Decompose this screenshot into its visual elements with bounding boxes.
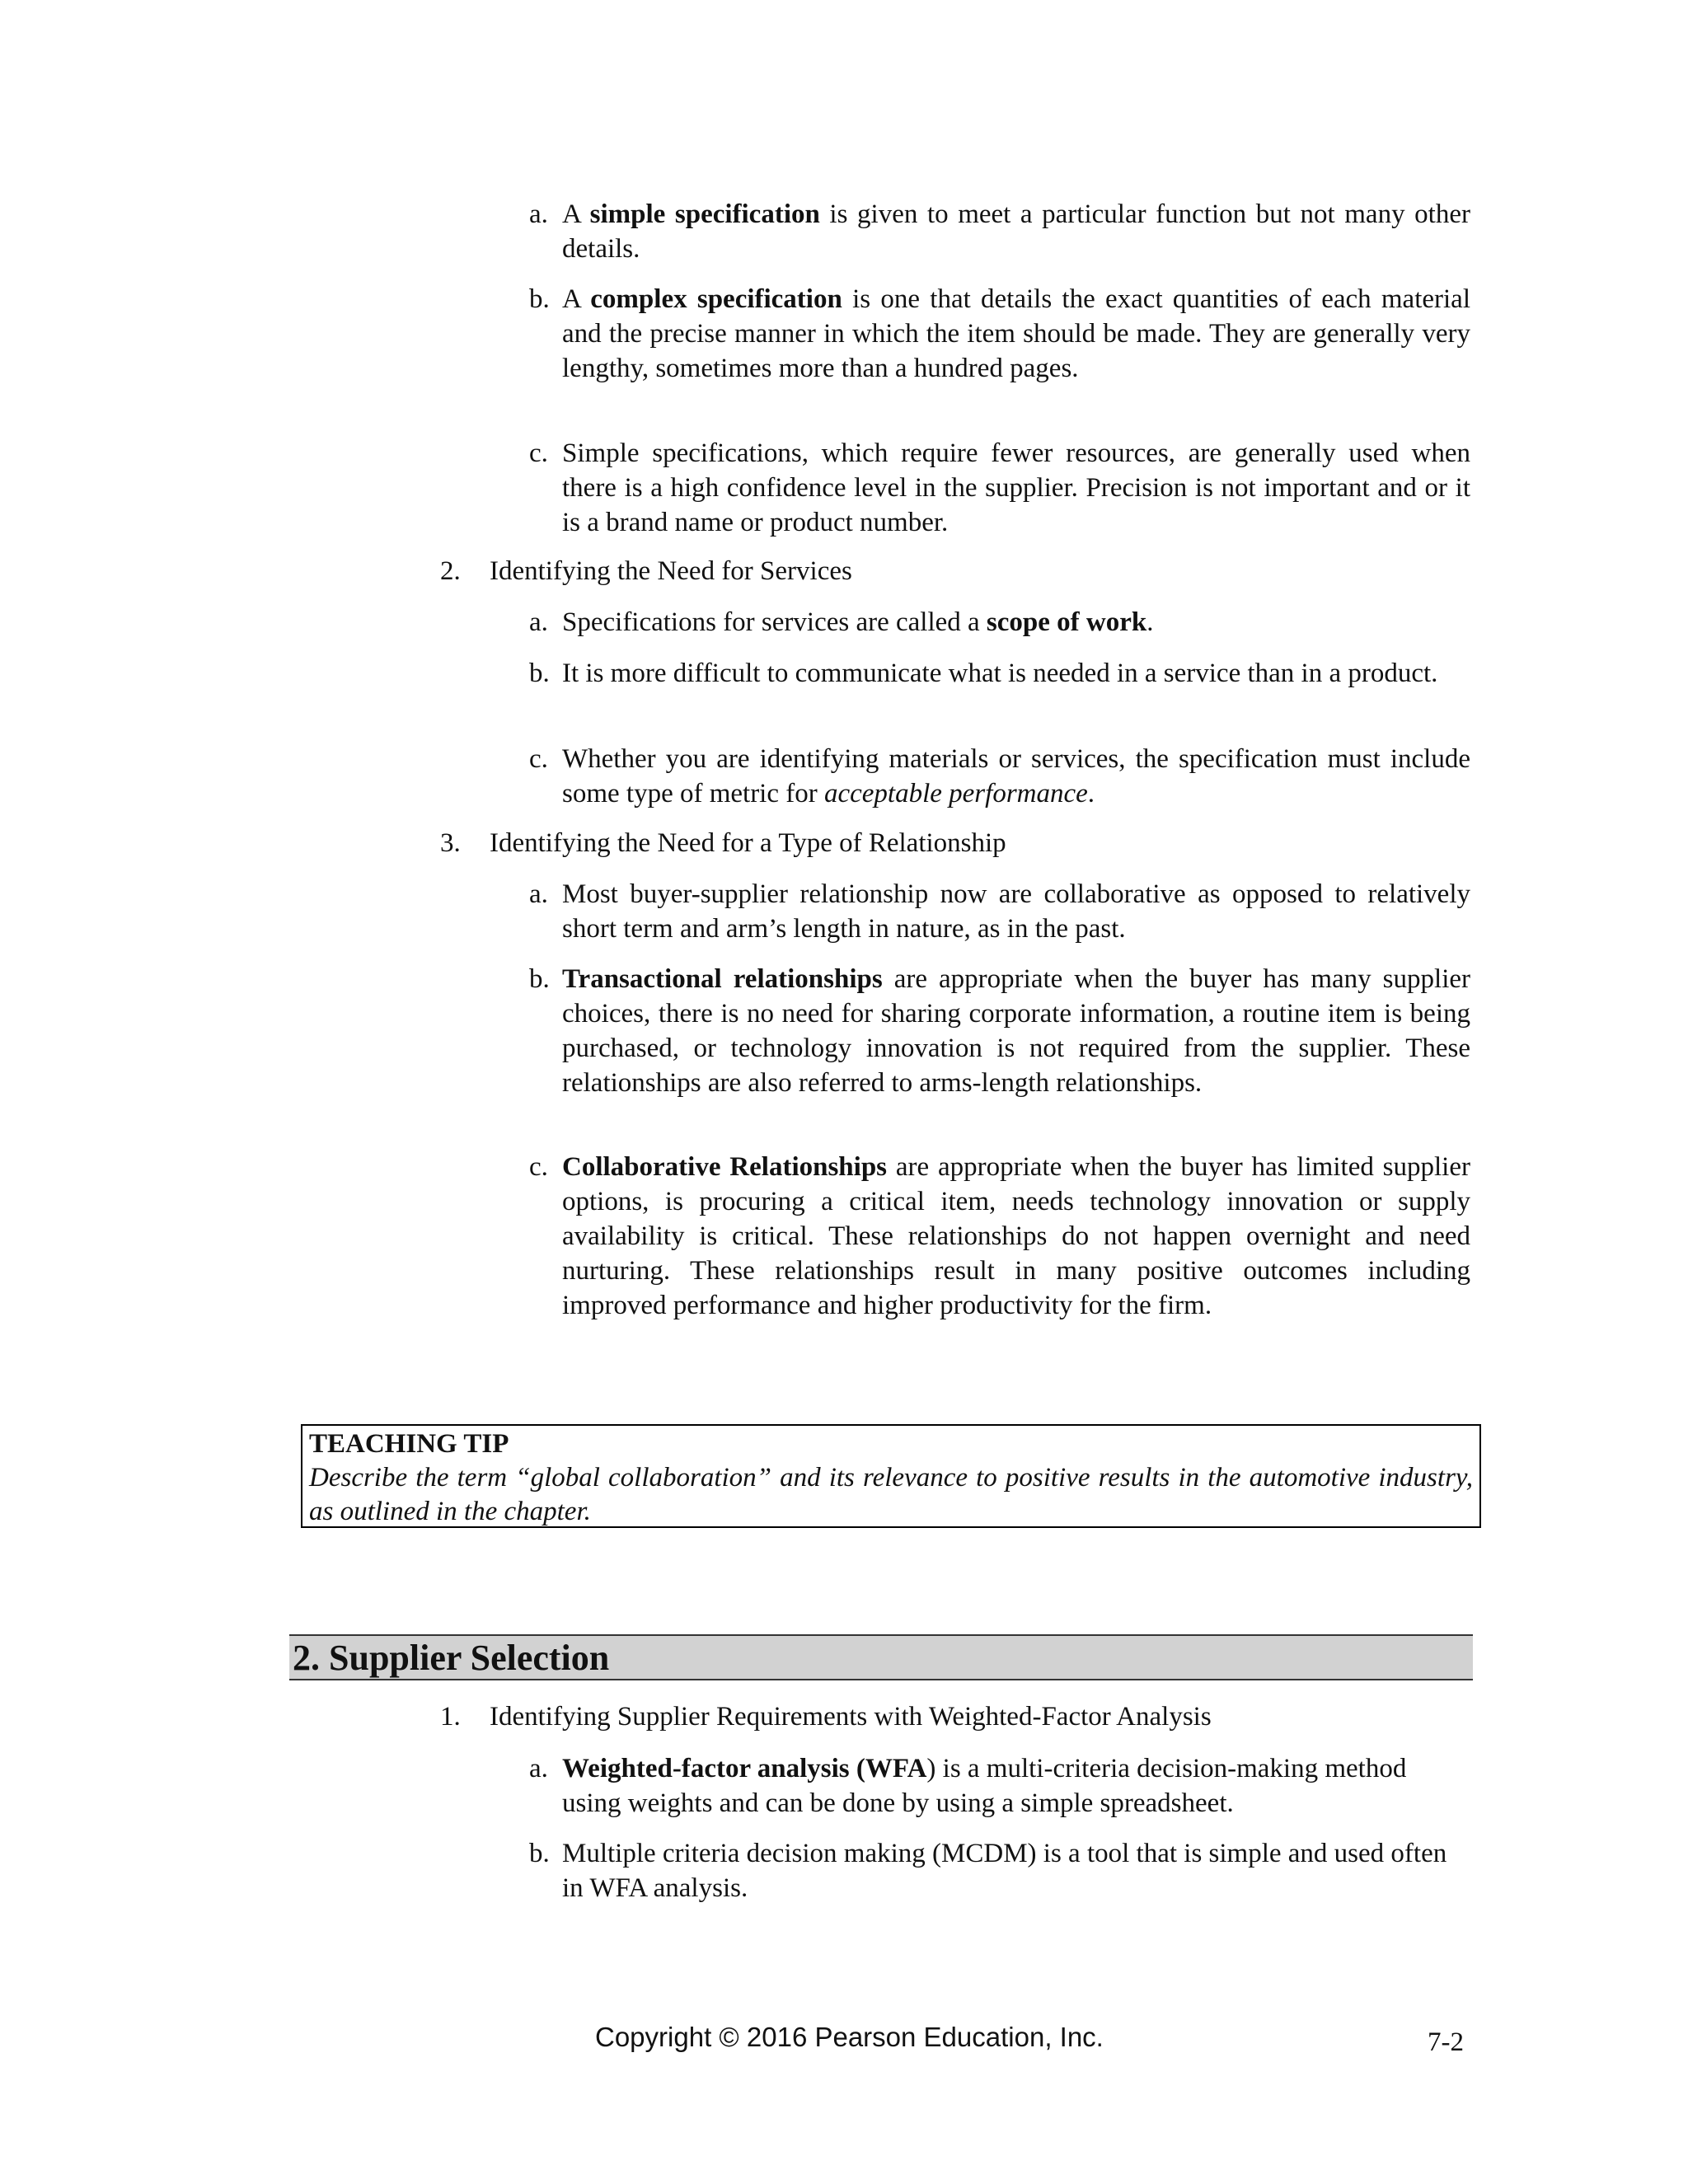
item-label: c.: [529, 744, 548, 774]
item-text: Weighted-factor analysis (WFA) is a multi-criteria decision-making method using weights and can be done by using a simple spreadsheet.: [562, 1754, 1407, 1818]
supplier-req-title: Identifying Supplier Requirements with Weighted-Factor Analysis: [490, 1702, 1212, 1732]
item-text: Transactional relationships are appropriate when the buyer has many supplier choices, there is no need for sharing corporate information, a routine item is being purchased, or technology innovation is not required from the supplier. These relationships are also referred to arms-length relationships.: [562, 964, 1471, 1098]
section-header: [289, 1634, 1473, 1680]
item-label: a.: [529, 1754, 548, 1783]
copyright-footer: Copyright © 2016 Pearson Education, Inc.: [595, 2022, 1104, 2052]
list-item: [529, 1751, 1470, 1821]
list-item: [529, 1150, 1470, 1323]
list-item: [529, 962, 1471, 1100]
teaching-tip-box: [301, 1424, 1481, 1528]
item-label: b.: [529, 964, 550, 994]
section-title: 2. Supplier Selection: [293, 1638, 610, 1678]
item-text: Specifications for services are called a scope of work.: [562, 607, 1154, 637]
item-label: b.: [529, 284, 550, 314]
numbered-heading: 1. Identifying Supplier Requirements with Weighted-Factor Analysis: [440, 1702, 1212, 1732]
item-text: A simple specification is given to meet a particular function but not many other details.: [562, 199, 1470, 264]
list-item: [529, 605, 1470, 640]
services-title: Identifying the Need for Services: [490, 556, 852, 586]
term-simple-specification: simple specification: [589, 199, 820, 229]
term-weighted-factor-analysis: Weighted-factor analysis (WFA: [562, 1754, 927, 1783]
term-complex-specification: complex specification: [590, 284, 842, 314]
item-text: Simple specifications, which require fewer resources, are generally used when there is a high confidence level in the supplier. Precision is not important and or it is a brand name or product number.: [562, 438, 1470, 537]
item-label: b.: [529, 1839, 550, 1868]
item-text: Whether you are identifying materials or services, the specification must include some type of metric for acceptable performance.: [562, 744, 1470, 808]
item-text: Multiple criteria decision making (MCDM) is a tool that is simple and used often in WFA analysis.: [562, 1839, 1447, 1903]
item-label: a.: [529, 879, 548, 909]
term-transactional-relationships: Transactional relationships: [562, 964, 883, 994]
list-item: [529, 656, 1470, 691]
item-label: b.: [529, 658, 550, 688]
list-item: [529, 1836, 1470, 1905]
item-label: c.: [529, 438, 548, 468]
item-label: a.: [529, 199, 548, 229]
list-item: [529, 197, 1470, 266]
list-item: [529, 877, 1470, 946]
teaching-tip-body: Describe the term “global collaboration” and its relevance to positive results in the automotive industry, as outlined in the chapter.: [309, 1463, 1473, 1526]
numbered-heading: 2. Identifying the Need for Services: [440, 556, 852, 586]
teaching-tip-heading: TEACHING TIP: [309, 1429, 509, 1459]
item-text: Collaborative Relationships are appropriate when the buyer has limited supplier options, is procuring a critical item, needs technology innovation or supply availability is critical. These relationships do not happen overnight and need nurturing. These relationships result in many positive outcomes including improved performance and higher productivity for the firm.: [562, 1152, 1470, 1320]
term-scope-of-work: scope of work: [986, 607, 1147, 637]
page-number: 7-2: [1428, 2027, 1464, 2057]
list-item: [529, 742, 1470, 811]
item-text: It is more difficult to communicate what is needed in a service than in a product.: [562, 658, 1438, 688]
item-label: c.: [529, 1152, 548, 1182]
term-collaborative-relationships: Collaborative Relationships: [562, 1152, 888, 1182]
list-item: [529, 282, 1470, 386]
item-text: A complex specification is one that details the exact quantities of each material and the precise manner in which the item should be made. They are generally very lengthy, sometimes more than a hundred pages.: [562, 284, 1470, 383]
item-text: Most buyer-supplier relationship now are collaborative as opposed to relatively short term and arm’s length in nature, as in the past.: [562, 879, 1470, 944]
list-item: [529, 436, 1470, 540]
numbered-heading: 3. Identifying the Need for a Type of Relationship: [440, 828, 1006, 858]
item-label: a.: [529, 607, 548, 637]
relationship-title: Identifying the Need for a Type of Relationship: [490, 828, 1006, 858]
